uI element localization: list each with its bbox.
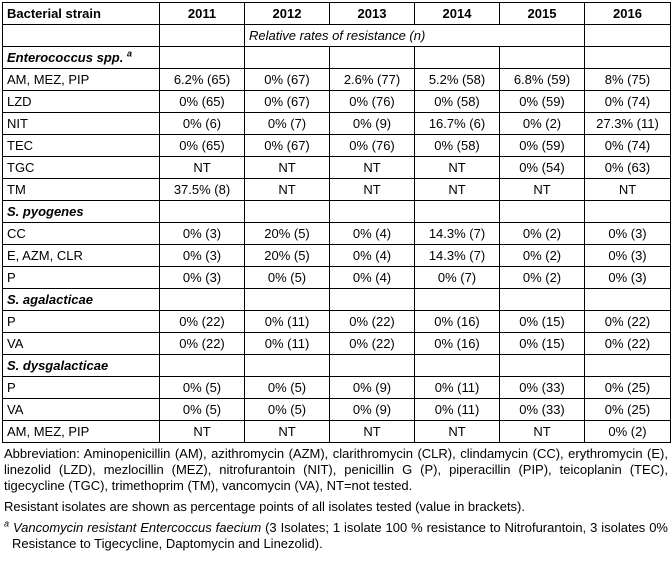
antibiotic-label: TM: [3, 179, 160, 201]
empty-cell: [500, 47, 585, 69]
resistance-value: 0% (4): [330, 223, 415, 245]
empty-cell: [585, 355, 671, 377]
resistance-value: 8% (75): [585, 69, 671, 91]
empty-cell: [585, 201, 671, 223]
resistance-value: 0% (2): [500, 113, 585, 135]
resistance-value: 0% (4): [330, 267, 415, 289]
antibiotic-label: VA: [3, 399, 160, 421]
resistance-value: 16.7% (6): [415, 113, 500, 135]
resistance-value: 2.6% (77): [330, 69, 415, 91]
resistance-value: NT: [415, 179, 500, 201]
section-label: [3, 289, 160, 311]
resistance-value: 0% (25): [585, 399, 671, 421]
resistance-value: 0% (9): [330, 113, 415, 135]
footnote-a: [4, 520, 668, 552]
resistance-value: NT: [160, 157, 245, 179]
resistance-value: 0% (3): [585, 267, 671, 289]
footnote-italic-text: Vancomycin resistant Entercoccus faecium: [12, 520, 262, 535]
empty-cell: [245, 289, 330, 311]
empty-cell: [585, 289, 671, 311]
antibiotic-label: AM, MEZ, PIP: [3, 421, 160, 443]
resistance-value: NT: [245, 421, 330, 443]
resistance-value: 0% (54): [500, 157, 585, 179]
table-row: [3, 421, 671, 443]
section-row: [3, 201, 671, 223]
resistance-value: 0% (15): [500, 311, 585, 333]
resistance-value: 0% (9): [330, 399, 415, 421]
empty-cell: [415, 201, 500, 223]
resistance-value: 37.5% (8): [160, 179, 245, 201]
resistance-value: 0% (33): [500, 377, 585, 399]
table-row: [3, 267, 671, 289]
section-row: [3, 289, 671, 311]
section-row: [3, 355, 671, 377]
resistance-value: 0% (5): [245, 399, 330, 421]
year-header: 2012: [245, 3, 330, 25]
table-row: [3, 399, 671, 421]
antibiotic-label: NIT: [3, 113, 160, 135]
empty-cell: [500, 201, 585, 223]
antibiotic-label: P: [3, 311, 160, 333]
resistance-value: NT: [500, 179, 585, 201]
antibiotic-label: CC: [3, 223, 160, 245]
resistance-value: 0% (67): [245, 91, 330, 113]
resistance-value: 0% (5): [160, 399, 245, 421]
table-row: [3, 91, 671, 113]
resistance-value: 0% (67): [245, 69, 330, 91]
resistance-value: 0% (76): [330, 135, 415, 157]
section-name: S. agalacticae: [7, 291, 93, 307]
resistance-value: 0% (58): [415, 135, 500, 157]
empty-cell: [330, 289, 415, 311]
resistance-value: NT: [415, 157, 500, 179]
resistance-value: 0% (9): [330, 377, 415, 399]
resistance-value: 0% (16): [415, 333, 500, 355]
section-row: [3, 47, 671, 69]
resistance-value: NT: [245, 157, 330, 179]
resistant-note: Resistant isolates are shown as percentage points of all isolates tested (value in brackets).: [4, 499, 525, 514]
year-header: 2016: [585, 3, 671, 25]
antibiotic-label: LZD: [3, 91, 160, 113]
table-row: [3, 69, 671, 91]
empty-cell: [415, 355, 500, 377]
empty-cell: [415, 289, 500, 311]
resistance-value: 0% (74): [585, 135, 671, 157]
resistance-value: 27.3% (11): [585, 113, 671, 135]
table-row: [3, 377, 671, 399]
empty-cell: [160, 355, 245, 377]
resistance-value: 0% (67): [245, 135, 330, 157]
empty-cell: [330, 47, 415, 69]
resistance-value: 0% (2): [500, 245, 585, 267]
empty-cell: [160, 201, 245, 223]
empty-cell: [245, 355, 330, 377]
resistance-value: NT: [160, 421, 245, 443]
empty-cell: [3, 25, 160, 47]
resistance-value: NT: [330, 421, 415, 443]
header-row: [3, 3, 671, 25]
resistance-value: NT: [330, 157, 415, 179]
footnote-marker: a: [4, 518, 10, 529]
section-name: Enterococcus spp.: [7, 49, 124, 65]
section-name: S. pyogenes: [7, 203, 84, 219]
resistance-value: 0% (65): [160, 91, 245, 113]
resistance-value: 0% (3): [160, 267, 245, 289]
resistance-value: 20% (5): [245, 223, 330, 245]
resistance-value: 0% (22): [160, 311, 245, 333]
resistance-value: 5.2% (58): [415, 69, 500, 91]
resistance-value: 0% (22): [330, 311, 415, 333]
resistance-value: 20% (5): [245, 245, 330, 267]
empty-cell: [160, 289, 245, 311]
empty-cell: [160, 25, 245, 47]
table-body: [3, 47, 671, 443]
empty-cell: [245, 47, 330, 69]
strain-column-header: Bacterial strain: [3, 3, 160, 25]
resistance-value: 0% (5): [160, 377, 245, 399]
resistance-value: 0% (3): [160, 223, 245, 245]
section-footnote-marker: a: [126, 48, 132, 59]
resistance-value: 0% (6): [160, 113, 245, 135]
resistance-value: 0% (25): [585, 377, 671, 399]
resistance-value: 0% (15): [500, 333, 585, 355]
table-row: [3, 135, 671, 157]
resistance-value: NT: [500, 421, 585, 443]
resistance-value: 0% (4): [330, 245, 415, 267]
year-header: 2014: [415, 3, 500, 25]
resistance-value: 0% (2): [500, 223, 585, 245]
subheader-label: Relative rates of resistance (n): [245, 25, 585, 47]
footnotes: [4, 446, 668, 552]
resistance-value: 0% (59): [500, 91, 585, 113]
year-header: 2013: [330, 3, 415, 25]
resistance-value: 0% (7): [415, 267, 500, 289]
table-row: [3, 113, 671, 135]
resistance-value: 0% (33): [500, 399, 585, 421]
resistance-value: 0% (22): [330, 333, 415, 355]
year-header: 2015: [500, 3, 585, 25]
empty-cell: [500, 355, 585, 377]
resistance-value: NT: [415, 421, 500, 443]
section-label: [3, 201, 160, 223]
resistance-value: 14.3% (7): [415, 245, 500, 267]
antibiotic-label: TEC: [3, 135, 160, 157]
empty-cell: [330, 355, 415, 377]
abbreviation-note: Abbreviation: Aminopenicillin (AM), azithromycin (AZM), clarithromycin (CLR), clindamycin (CC), erythromycin (E), linezolid (LZD), mezlocillin (MEZ), nitrofurantoin (NIT), penicillin G (P), piperacillin (PIP), teicoplanin (TEC), tigecycline (TGC), trimethoprim (TM), vancomycin (VA), NT=not tested.: [4, 446, 668, 493]
subheader-row: [3, 25, 671, 47]
resistance-value: 0% (7): [245, 113, 330, 135]
year-header: 2011: [160, 3, 245, 25]
resistance-value: 0% (11): [245, 311, 330, 333]
resistance-value: 0% (3): [585, 245, 671, 267]
resistance-value: 0% (3): [160, 245, 245, 267]
resistance-value: 0% (3): [585, 223, 671, 245]
empty-cell: [585, 25, 671, 47]
resistance-value: 0% (11): [245, 333, 330, 355]
empty-cell: [415, 47, 500, 69]
antibiotic-label: TGC: [3, 157, 160, 179]
resistance-value: 0% (58): [415, 91, 500, 113]
table-row: [3, 179, 671, 201]
resistance-value: 0% (5): [245, 377, 330, 399]
resistance-value: 6.8% (59): [500, 69, 585, 91]
antibiotic-label: P: [3, 267, 160, 289]
empty-cell: [500, 289, 585, 311]
table-row: [3, 157, 671, 179]
table-row: [3, 223, 671, 245]
resistance-value: 0% (76): [330, 91, 415, 113]
resistance-value: NT: [245, 179, 330, 201]
resistance-value: 0% (11): [415, 377, 500, 399]
section-label: [3, 355, 160, 377]
resistance-value: 0% (5): [245, 267, 330, 289]
empty-cell: [160, 47, 245, 69]
table-row: [3, 333, 671, 355]
antibiotic-label: VA: [3, 333, 160, 355]
resistance-value: 0% (74): [585, 91, 671, 113]
resistance-value: 14.3% (7): [415, 223, 500, 245]
resistance-value: 0% (11): [415, 399, 500, 421]
resistance-table: [2, 2, 671, 443]
empty-cell: [245, 201, 330, 223]
section-name: S. dysgalacticae: [7, 357, 109, 373]
resistance-value: 0% (22): [585, 333, 671, 355]
antibiotic-label: AM, MEZ, PIP: [3, 69, 160, 91]
resistance-value: NT: [585, 179, 671, 201]
table-row: [3, 245, 671, 267]
resistance-value: 0% (16): [415, 311, 500, 333]
resistance-value: 0% (2): [585, 421, 671, 443]
resistance-table-figure: [2, 2, 670, 557]
resistance-value: 6.2% (65): [160, 69, 245, 91]
empty-cell: [585, 47, 671, 69]
empty-cell: [330, 201, 415, 223]
resistance-value: 0% (63): [585, 157, 671, 179]
antibiotic-label: P: [3, 377, 160, 399]
resistance-value: 0% (22): [585, 311, 671, 333]
resistance-value: 0% (59): [500, 135, 585, 157]
section-label: [3, 47, 160, 69]
resistance-value: 0% (2): [500, 267, 585, 289]
resistance-value: 0% (22): [160, 333, 245, 355]
antibiotic-label: E, AZM, CLR: [3, 245, 160, 267]
table-row: [3, 311, 671, 333]
resistance-value: 0% (65): [160, 135, 245, 157]
footnote-text: (3 Isolates; 1 isolate 100 % resistance to Nitrofurantoin, 3 isolates 0% Resistance to Tigecycline, Daptomycin and Linezolid).: [12, 520, 668, 551]
resistance-value: NT: [330, 179, 415, 201]
